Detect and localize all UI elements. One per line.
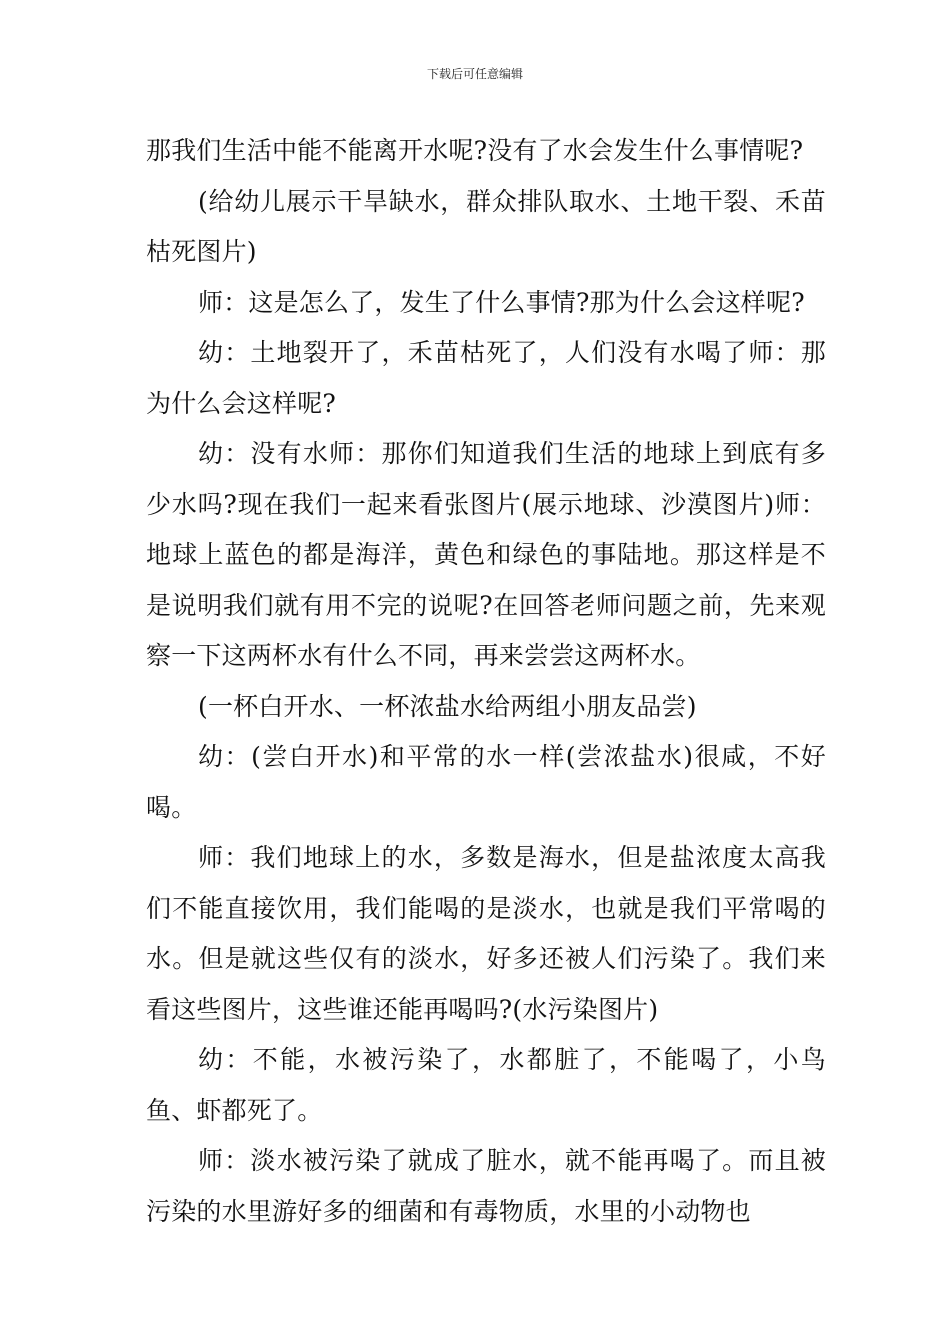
paragraph: (给幼儿展示干旱缺水，群众排队取水、土地干裂、禾苗枯死图片) — [146, 186, 826, 266]
paragraph: 幼：没有水师：那你们知道我们生活的地球上到底有多少水吗?现在我们一起来看张图片(展示地球、沙漠图片)师：地球上蓝色的都是海洋，黄色和绿色的事陆地。那这样是不是说明我们就有用不完的说呢?在回答老师问题之前，先来观察一下这两杯水有什么不同，再来尝尝这两杯水。 — [146, 439, 826, 670]
document-body — [146, 126, 826, 1237]
paragraph: 师：这是怎么了，发生了什么事情?那为什么会这样呢? — [198, 287, 805, 317]
paragraph: (一杯白开水、一杯浓盐水给两组小朋友品尝) — [198, 691, 697, 721]
paragraph: 幼：不能，水被污染了，水都脏了，不能喝了，小鸟鱼、虾都死了。 — [146, 1045, 826, 1125]
paragraph: 幼：(尝白开水)和平常的水一样(尝浓盐水)很咸，不好喝。 — [146, 742, 826, 822]
paragraph: 那我们生活中能不能离开水呢?没有了水会发生什么事情呢? — [146, 136, 804, 165]
paragraph: 幼：土地裂开了，禾苗枯死了，人们没有水喝了师：那为什么会这样呢? — [146, 338, 826, 418]
page-header: 下载后可任意编辑 — [426, 67, 523, 81]
paragraph: 师：我们地球上的水，多数是海水，但是盐浓度太高我们不能直接饮用，我们能喝的是淡水，也就是我们平常喝的水。但是就这些仅有的淡水，好多还被人们污染了。我们来看这些图片，这些谁还能再喝吗?(水污染图片) — [146, 843, 826, 1024]
paragraph: 师：淡水被污染了就成了脏水，就不能再喝了。而且被污染的水里游好多的细菌和有毒物质，水里的小动物也 — [146, 1146, 826, 1226]
